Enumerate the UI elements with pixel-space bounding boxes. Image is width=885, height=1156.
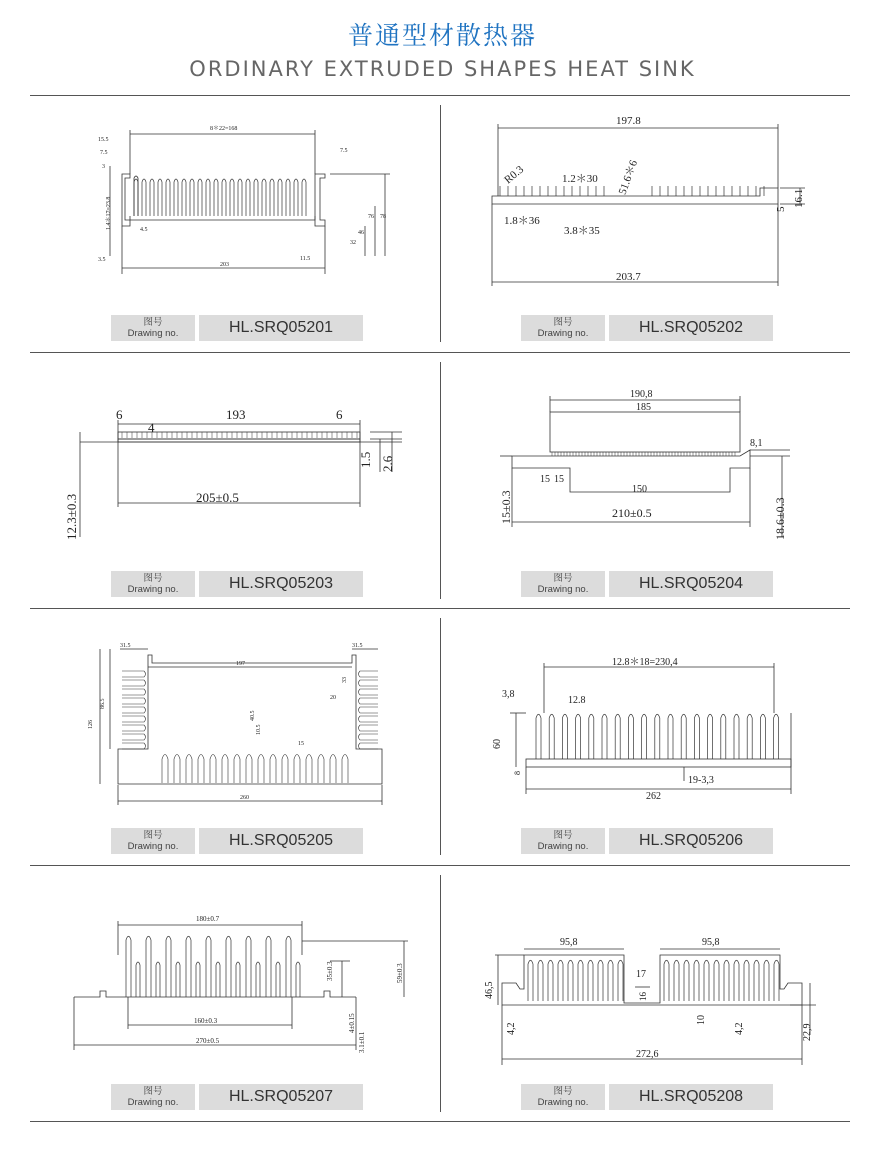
fin-outline: [246, 755, 252, 784]
fin-outline: [122, 698, 146, 704]
fin-outline: [359, 725, 379, 731]
drawing-panel-05203: [30, 352, 440, 608]
dim-b: 31.5: [352, 643, 363, 649]
drawing-caption: [111, 315, 371, 341]
dim-top1: 190,8: [630, 389, 653, 400]
fin-outline: [254, 179, 258, 216]
dim-left2: 126: [88, 720, 94, 729]
fin-outline: [359, 698, 379, 704]
fin-outline: [258, 755, 264, 784]
drawing-panel-05204: [440, 352, 850, 608]
fin-outline: [538, 960, 543, 1001]
drawing-caption: [521, 828, 781, 854]
fin-outline: [230, 179, 234, 216]
fin-outline: [122, 716, 146, 722]
fin-outline: [276, 962, 280, 997]
fin-outline: [681, 714, 686, 759]
dim-h1: 5: [775, 206, 787, 212]
fin-outline: [198, 755, 204, 784]
heat-sink-drawing-05208: [440, 865, 850, 1075]
fin-outline: [734, 714, 739, 759]
dim-width: 210±0.5: [612, 506, 652, 520]
dim-top2: 185: [636, 402, 651, 413]
fin-outline: [226, 936, 231, 997]
fin-outline: [744, 960, 749, 1001]
dim-top: 197.8: [616, 115, 641, 127]
dim-r: R0.3: [502, 163, 527, 187]
fin-outline: [294, 179, 298, 216]
dim-h3: 76: [368, 214, 374, 220]
fin-outline: [615, 714, 620, 759]
fin-outline: [122, 743, 146, 749]
page-title-cn: 普通型材散热器: [347, 21, 537, 50]
fin-outline: [724, 960, 729, 1001]
dim-pitch: 8＊22=168: [210, 126, 238, 132]
dim-a: 17: [636, 969, 646, 980]
drawing-panel-05206: [440, 609, 850, 865]
dim-a: 7.5: [100, 150, 108, 156]
fin-outline: [549, 714, 554, 759]
drawing-caption: [111, 1084, 371, 1110]
dim-a: 3,8: [502, 689, 515, 700]
fin-outline: [206, 936, 211, 997]
fin-outline: [286, 936, 291, 997]
fin-outline: [528, 960, 533, 1001]
caption-label-en: Drawing no.: [127, 841, 179, 852]
caption-label: [521, 828, 605, 854]
fin-outline: [156, 962, 160, 997]
dim-e: 3.1±0.1: [358, 1031, 366, 1053]
fin-outline: [158, 179, 162, 216]
dim-b: 59±0.3: [396, 963, 404, 983]
heat-sink-drawing-05207: [30, 865, 440, 1075]
drawing-panel-05207: [30, 865, 440, 1121]
dim-right: 18.6±0.3: [773, 497, 787, 540]
dim-width: 260: [240, 795, 249, 801]
dim-h1: 1.5: [358, 451, 373, 468]
drawing-number: HL.SRQ05202: [609, 315, 773, 341]
dim-h: 60: [492, 739, 503, 749]
dim-d: 10: [696, 1015, 707, 1025]
drawing-number: HL.SRQ05204: [609, 571, 773, 597]
fin-outline: [359, 734, 379, 740]
fin-outline: [294, 755, 300, 784]
dim-top: 197: [236, 661, 245, 667]
fin-outline: [136, 962, 140, 997]
heat-sink-drawing-05204: [440, 352, 850, 562]
dim-r: 8,1: [750, 438, 763, 449]
dim-f: 11.5: [300, 256, 311, 262]
drawing-panel-05202: [440, 96, 850, 352]
fin-outline: [122, 680, 146, 686]
fin-outline: [568, 960, 573, 1001]
dim-f: 22,9: [802, 1023, 813, 1041]
fin-outline: [214, 179, 218, 216]
drawing-number: HL.SRQ05205: [199, 828, 363, 854]
fin-outline: [774, 960, 779, 1001]
fin-outline: [302, 179, 306, 216]
fin-outline: [558, 960, 563, 1001]
fin-outline: [266, 936, 271, 997]
fin-outline: [234, 755, 240, 784]
dim-width: 262: [646, 791, 661, 802]
dim-d: 4.5: [140, 227, 148, 233]
fin-outline: [536, 714, 541, 759]
dim-top: 180±0.7: [196, 915, 220, 923]
fin-outline: [210, 755, 216, 784]
fin-outline: [721, 714, 726, 759]
dim-a: 35±0.3: [326, 961, 334, 981]
fin-outline: [642, 714, 647, 759]
dim-left-top: 15.5: [98, 137, 109, 143]
dim-width: 205±0.5: [196, 490, 239, 505]
dim-a: 15: [540, 474, 550, 485]
fin-outline: [684, 960, 689, 1001]
caption-label: [111, 828, 195, 854]
fin-outline: [278, 179, 282, 216]
dim-b: 16: [638, 992, 648, 1001]
fin-outline: [174, 755, 180, 784]
dim-b: 51.6＊6: [616, 158, 641, 197]
caption-label-cn: 图号: [553, 317, 573, 328]
caption-label-en: Drawing no.: [537, 584, 589, 595]
fin-outline: [562, 714, 567, 759]
fin-outline: [122, 725, 146, 731]
drawing-panel-05205: [30, 609, 440, 865]
dim-d: 3.8＊35: [564, 225, 600, 237]
fin-outline: [655, 714, 660, 759]
caption-label-en: Drawing no.: [127, 328, 179, 339]
heat-sink-drawing-05203: [30, 352, 440, 562]
fin-outline: [588, 960, 593, 1001]
caption-label: [521, 1084, 605, 1110]
caption-label-cn: 图号: [553, 573, 573, 584]
caption-label-en: Drawing no.: [537, 328, 589, 339]
fin-outline: [122, 707, 146, 713]
caption-label-cn: 图号: [143, 317, 163, 328]
dim-h2: 46: [358, 230, 364, 236]
dim-top: 193: [226, 407, 246, 422]
dim-g: 15: [298, 741, 304, 747]
fin-outline: [196, 962, 200, 997]
dim-b: 3: [102, 164, 105, 170]
caption-label-cn: 图号: [143, 573, 163, 584]
fin-outline: [747, 714, 752, 759]
dim-l: 6: [116, 407, 123, 422]
fin-outline: [714, 960, 719, 1001]
caption-label-cn: 图号: [553, 1086, 573, 1097]
drawing-caption: [111, 571, 371, 597]
page-title-en: ORDINARY EXTRUDED SHAPES HEAT SINK: [189, 57, 696, 81]
drawing-number: HL.SRQ05203: [199, 571, 363, 597]
heat-sink-drawing-05206: [440, 609, 850, 819]
caption-label-en: Drawing no.: [127, 584, 179, 595]
dim-left1: 86.5: [100, 698, 106, 709]
fin-outline: [134, 179, 138, 216]
dim-f: 33: [342, 677, 348, 683]
dim-d: 10.5: [256, 724, 262, 735]
heat-sink-drawing-05201: [30, 96, 440, 306]
dim-b: 15: [554, 474, 564, 485]
heat-sink-drawing-05205: [30, 609, 440, 819]
fin-outline: [262, 179, 266, 216]
dim-h: 46,5: [484, 981, 495, 999]
fin-outline: [734, 960, 739, 1001]
fin-outline: [694, 960, 699, 1001]
dim-c: 8: [513, 771, 522, 775]
caption-label: [521, 571, 605, 597]
dim-width: 203: [220, 262, 229, 268]
dim-top: 12.8＊18=230,4: [612, 657, 678, 668]
fin-outline: [668, 714, 673, 759]
fin-outline: [256, 962, 260, 997]
fin-outline: [162, 755, 168, 784]
fin-outline: [166, 179, 170, 216]
dim-e: 4,2: [734, 1022, 745, 1035]
drawing-caption: [521, 315, 781, 341]
fin-outline: [764, 960, 769, 1001]
fin-outline: [146, 936, 151, 997]
fin-outline: [150, 179, 154, 216]
fin-outline: [270, 755, 276, 784]
dim-a: 1.2＊30: [562, 173, 598, 185]
caption-label-en: Drawing no.: [537, 1097, 589, 1108]
fin-outline: [754, 960, 759, 1001]
fin-outline: [122, 671, 146, 677]
fin-outline: [760, 714, 765, 759]
dim-h4: 78: [380, 214, 386, 220]
dim-c: 1.8＊36: [504, 215, 540, 227]
fin-outline: [589, 714, 594, 759]
fin-outline: [359, 689, 379, 695]
heat-sink-drawing-05202: [440, 96, 850, 306]
caption-label-cn: 图号: [553, 830, 573, 841]
fin-outline: [359, 716, 379, 722]
dim-width: 272,6: [636, 1049, 659, 1060]
fin-outline: [286, 179, 290, 216]
fin-outline: [578, 960, 583, 1001]
fin-outline: [342, 755, 348, 784]
drawing-number: HL.SRQ05208: [609, 1084, 773, 1110]
drawing-caption: [521, 1084, 781, 1110]
dim-c: 150: [632, 484, 647, 495]
drawing-number: HL.SRQ05207: [199, 1084, 363, 1110]
dim-h2: 2.6: [380, 455, 395, 472]
fin-outline: [174, 179, 178, 216]
fin-outline: [186, 936, 191, 997]
fin-outline: [186, 755, 192, 784]
fin-outline: [122, 689, 146, 695]
fin-outline: [664, 960, 669, 1001]
fin-outline: [122, 734, 146, 740]
drawing-panel-05201: [30, 96, 440, 352]
caption-label-cn: 图号: [143, 830, 163, 841]
fin-outline: [222, 755, 228, 784]
caption-label-en: Drawing no.: [127, 1097, 179, 1108]
fin-outline: [216, 962, 220, 997]
dim-b: 12.8: [568, 695, 586, 706]
dim-a: 31.5: [120, 643, 131, 649]
dim-d: 4±0.15: [348, 1013, 356, 1033]
fin-outline: [576, 714, 581, 759]
fin-outline: [296, 962, 300, 997]
caption-label: [521, 315, 605, 341]
fin-outline: [628, 714, 633, 759]
dim-h1: 32: [350, 240, 356, 246]
dim-r: 6: [336, 407, 343, 422]
dim-c: 4,2: [506, 1022, 517, 1035]
caption-label: [111, 571, 195, 597]
fin-outline: [126, 936, 131, 997]
dim-r: 95,8: [702, 937, 720, 948]
dim-c: 160±0.3: [194, 1017, 218, 1025]
fin-outline: [238, 179, 242, 216]
fin-outline: [176, 962, 180, 997]
fin-outline: [359, 707, 379, 713]
caption-label: [111, 315, 195, 341]
dim-width: 203.7: [616, 271, 641, 283]
fin-outline: [190, 179, 194, 216]
fin-outline: [222, 179, 226, 216]
fin-outline: [270, 179, 274, 216]
fin-outline: [182, 179, 186, 216]
caption-label: [111, 1084, 195, 1110]
fin-outline: [618, 960, 623, 1001]
caption-label-cn: 图号: [143, 1086, 163, 1097]
dim-c: 7.5: [340, 148, 348, 154]
fin-outline: [708, 714, 713, 759]
fin-outline: [330, 755, 336, 784]
fin-outline: [198, 179, 202, 216]
fin-outline: [598, 960, 603, 1001]
caption-label-en: Drawing no.: [537, 841, 589, 852]
fin-outline: [282, 755, 288, 784]
drawing-number: HL.SRQ05201: [199, 315, 363, 341]
dim-e: 3.5: [98, 257, 106, 263]
fin-outline: [359, 671, 379, 677]
dim-l: 95,8: [560, 937, 578, 948]
drawing-panel-05208: [440, 865, 850, 1121]
dim-d: 19-3,3: [688, 775, 714, 786]
fin-outline: [246, 179, 250, 216]
fin-outline: [236, 962, 240, 997]
fin-outline: [142, 179, 146, 216]
dim-left-side: 1.4＊17=23.8: [106, 196, 112, 230]
dim-h2: 16.1: [793, 188, 805, 208]
fin-outline: [694, 714, 699, 759]
fin-outline: [608, 960, 613, 1001]
dim-left: 12.3±0.3: [64, 493, 79, 540]
dim-a: 4: [148, 420, 155, 435]
drawing-number: HL.SRQ05206: [609, 828, 773, 854]
fin-outline: [674, 960, 679, 1001]
fin-outline: [166, 936, 171, 997]
drawing-caption: [521, 571, 781, 597]
fin-outline: [246, 936, 251, 997]
dim-c: 40.5: [250, 710, 256, 721]
fin-outline: [774, 714, 779, 759]
fin-outline: [306, 755, 312, 784]
fin-outline: [602, 714, 607, 759]
fin-outline: [206, 179, 210, 216]
dim-e: 20: [330, 695, 336, 701]
drawing-caption: [111, 828, 371, 854]
divider-bottom: [30, 1121, 850, 1122]
fin-outline: [359, 743, 379, 749]
fin-outline: [704, 960, 709, 1001]
fin-outline: [548, 960, 553, 1001]
dim-width: 270±0.5: [196, 1037, 220, 1045]
fin-outline: [359, 680, 379, 686]
fin-outline: [318, 755, 324, 784]
dim-left: 15±0.3: [499, 490, 513, 524]
